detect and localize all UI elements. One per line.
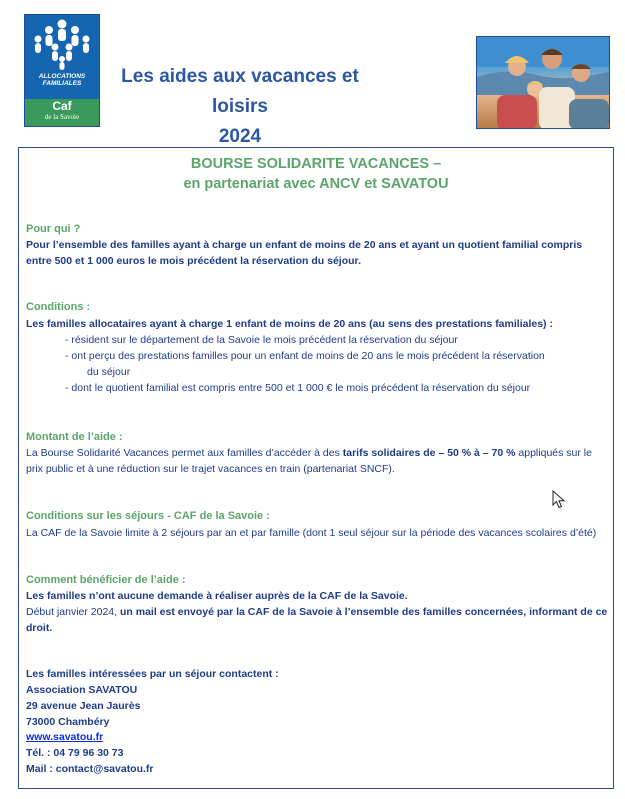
- contact-address1: 29 avenue Jean Jaurès: [26, 700, 141, 712]
- conditions-item: - ont perçu des prestations familles pour un enfant de moins de 20 ans le mois précédent la réservation: [65, 350, 545, 362]
- montant-text: La Bourse Solidarité Vacances permet aux familles d’accéder à des tarifs solidaires de – 50 % à – 70 % appliqués sur le prix public et à une réduction sur le trajet vacances en train (partenariat SNCF).: [26, 447, 592, 475]
- conditions-item: - résident sur le département de la Savoie le mois précédent la réservation du séjour: [65, 334, 458, 346]
- montant-heading: Montant de l’aide :: [26, 431, 123, 443]
- sejours-heading: Conditions sur les séjours - CAF de la Savoie :: [26, 510, 270, 522]
- logo-caf-band: [25, 99, 99, 126]
- conditions-item-continuation: du séjour: [87, 366, 131, 378]
- conditions-intro: Les familles allocataires ayant à charge 1 enfant de moins de 20 ans (au sens des prestations familiales) :: [26, 318, 553, 330]
- logo-family-mark: [25, 15, 99, 99]
- logo-region-text: de la Savoie: [44, 113, 80, 121]
- beneficier-line1: Les familles n’ont aucune demande à réaliser auprès de la CAF de la Savoie.: [26, 590, 408, 602]
- contact-address2: 73000 Chambéry: [26, 716, 110, 728]
- contact-phone: Tél. : 04 79 96 30 73: [26, 747, 124, 759]
- caf-logo: [24, 14, 100, 127]
- montant-rate: tarifs solidaires de – 50 % à – 70 %: [342, 447, 516, 459]
- contact-website-row: [26, 729, 610, 745]
- family-photo: [476, 36, 610, 129]
- family-icon: [25, 15, 99, 73]
- family-selfie-image: [477, 37, 610, 129]
- contact-org: Association SAVATOU: [26, 684, 138, 696]
- section-title: BOURSE SOLIDARITE VACANCES – en partenariat avec ANCV et SAVATOU: [183, 156, 449, 192]
- conditions-heading: Conditions :: [26, 301, 91, 313]
- page-title: Les aides aux vacances et loisirs 2024: [121, 66, 359, 147]
- beneficier-heading: Comment bénéficier de l’aide :: [26, 574, 186, 586]
- mouse-cursor-icon: [552, 490, 566, 515]
- contact-mail: Mail : contact@savatou.fr: [26, 763, 154, 775]
- pour-qui-text: Pour l’ensemble des familles ayant à charge un enfant de moins de 20 ans et ayant un quotient familial compris entre 500 et 1 000 euros le mois précédent la réservation du séjour.: [26, 239, 583, 267]
- beneficier-line2: Début janvier 2024, un mail est envoyé par la CAF de la Savoie à l’ensemble des familles concernées, informant de ce droit.: [26, 606, 608, 634]
- sejours-text: La CAF de la Savoie limite à 2 séjours par an et par famille (dont 1 seul séjour sur la période des vacances scolaires d’été): [26, 527, 597, 539]
- website-link[interactable]: www.savatou.fr: [26, 731, 104, 743]
- conditions-item: - dont le quotient familial est compris entre 500 et 1 000 € le mois précédent la réservation du séjour: [65, 382, 531, 394]
- logo-allocations-text: ALLOCATIONS FAMILIALES: [38, 73, 86, 87]
- pour-qui-heading: Pour qui ?: [26, 223, 81, 235]
- logo-caf-text: Caf: [52, 99, 72, 113]
- contact-intro: Les familles intéressées par un séjour contactent :: [26, 668, 279, 680]
